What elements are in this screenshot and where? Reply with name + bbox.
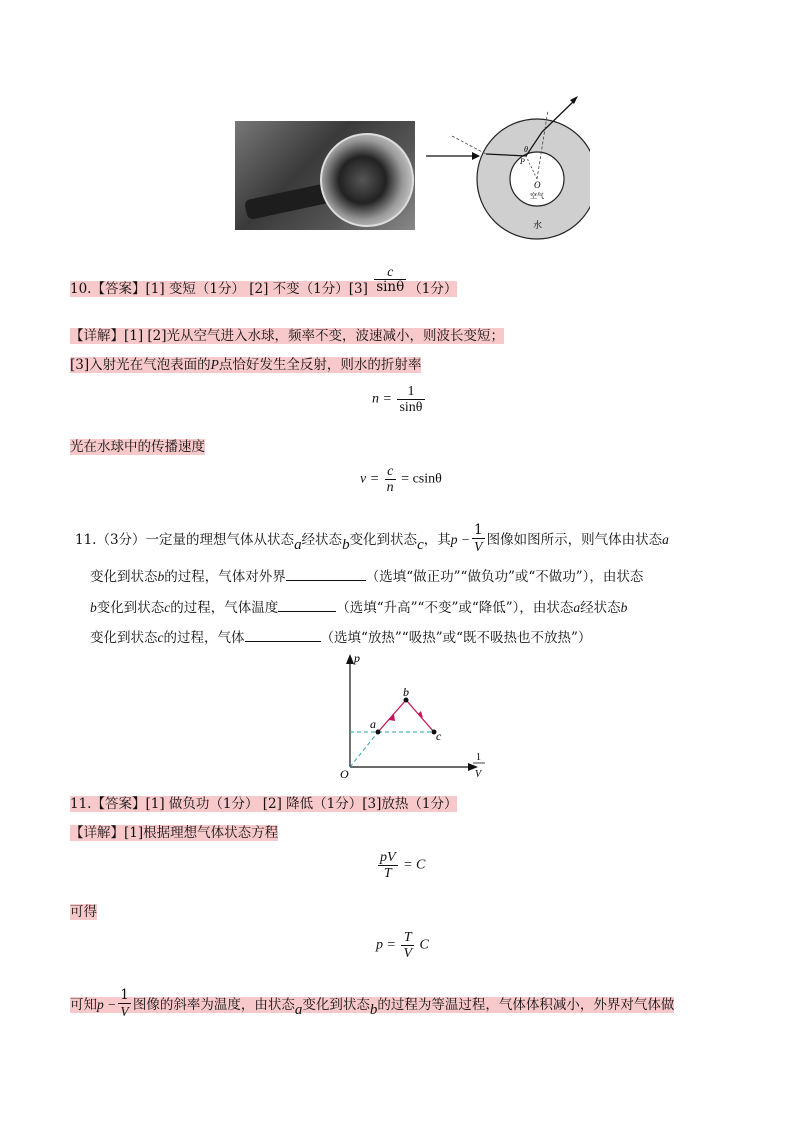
c-label: c xyxy=(436,729,442,743)
formula-v-num: c xyxy=(385,464,396,480)
q11-l2-c: （选填“做正功”“做负功”或“不做功”），由状态 xyxy=(365,569,644,585)
q11-line4 xyxy=(90,627,591,648)
q11-l1-vb: b xyxy=(342,537,350,553)
q11-l1-frac xyxy=(472,523,485,554)
formula-p-den: V xyxy=(403,946,413,961)
q11-l1-vc: c xyxy=(417,537,424,553)
q11-l1-p: p − xyxy=(450,532,470,547)
q11-l1-a: 11.（3分）一定量的理想气体从状态 xyxy=(75,532,295,548)
q11-l3-a: 变化到状态 xyxy=(96,600,165,616)
q11-l1-b: 经状态 xyxy=(301,532,343,548)
q11-l3-va: a xyxy=(573,600,581,615)
q11-l4-b: 的过程，气体 xyxy=(163,630,245,646)
formula-pv-rhs: = C xyxy=(403,857,426,873)
q11-l4-a: 变化到状态 xyxy=(90,630,158,646)
q10-detail-text1: 【详解】[1] [2]光从空气进入水球，频率不变，波速减小，则波长变短； xyxy=(70,328,505,344)
q11-l3-b: 的过程，气体温度 xyxy=(170,600,279,616)
q10-frac-den: sinθ xyxy=(376,279,405,295)
q11-l3-c: （选填“升高”“不变”或“降低”），由状态 xyxy=(336,600,574,616)
q11-l1-d: ，其 xyxy=(423,532,451,548)
formula-v xyxy=(360,464,442,495)
q11-l3-vb: b xyxy=(90,600,97,615)
formula-pv-num: pV xyxy=(380,850,396,865)
q10-detail-line2-pre: [3]入射光在气泡表面的 xyxy=(70,357,211,373)
formula-n-num: 1 xyxy=(397,384,424,400)
q11-d3-d: 的过程为等温过程，气体体积减小，外界对气体做 xyxy=(377,997,675,1013)
formula-pv-den: T xyxy=(383,866,392,881)
q11-line2 xyxy=(90,566,643,587)
q11-d3-fnum: 1 xyxy=(120,987,129,1003)
q10-detail-line2-var: P xyxy=(210,357,219,372)
q11-blank-1[interactable] xyxy=(286,566,366,581)
q10-detail-line2-post: 点恰好发生全反射，则水的折射率 xyxy=(218,357,422,373)
q11-d3-b: 图像的斜率为温度，由状态 xyxy=(132,997,295,1013)
q11-answer-text: 11.【答案】[1] 做负功（1分） [2] 降低（1分）[3]放热（1分） xyxy=(70,796,458,812)
air-label: 空气 xyxy=(530,192,544,200)
photo-sphere xyxy=(320,133,414,227)
q11-l1-va2: a xyxy=(662,532,669,547)
q10-answer-suffix: （1分） xyxy=(408,281,458,297)
water-label: 水 xyxy=(533,221,543,231)
q11-l4-vc: c xyxy=(157,630,164,645)
q11-l1-va: a xyxy=(294,537,302,553)
formula-pv xyxy=(376,850,425,881)
q10-answer-fraction xyxy=(374,264,406,295)
normal-dashed-1 xyxy=(452,136,486,154)
p-label: P xyxy=(520,157,525,166)
q11-detail-text2: 可得 xyxy=(70,904,97,920)
q11-line1 xyxy=(75,522,669,556)
formula-p-num: T xyxy=(401,930,414,946)
q11-d3-vb: b xyxy=(369,1002,378,1018)
a-to-b-line xyxy=(378,700,406,732)
water-sphere-photo xyxy=(235,121,415,230)
formula-n-den: sinθ xyxy=(399,400,423,415)
q11-l4-c: （选填“放热”“吸热”或“既不吸热也不放热”） xyxy=(320,630,592,646)
q11-blank-2[interactable] xyxy=(278,597,336,612)
origin-to-a-dashed xyxy=(350,732,378,767)
q10-detail-text3: 光在水球中的传播速度 xyxy=(70,439,205,455)
q11-l1-c: 变化到状态 xyxy=(349,532,418,548)
formula-v-frac xyxy=(385,464,396,495)
q11-d3-c: 变化到状态 xyxy=(302,997,370,1013)
origin-label: O xyxy=(340,767,349,781)
formula-p xyxy=(376,930,429,961)
formula-v-den: n xyxy=(386,480,394,495)
p-axis-arrow xyxy=(346,654,354,664)
q11-l2-a: 变化到状态 xyxy=(90,569,158,585)
o-label: O xyxy=(534,180,541,190)
q11-d3-fden: V xyxy=(120,1004,129,1019)
point-a xyxy=(376,730,381,735)
q10-detail-line3 xyxy=(70,437,205,457)
formula-v-lhs: v = xyxy=(360,471,380,487)
formula-p-rhs: C xyxy=(419,937,429,953)
q10-detail-line1 xyxy=(70,326,504,346)
q11-d3-a: 可知 xyxy=(70,997,97,1013)
q11-l3-d: 经状态 xyxy=(580,600,621,616)
q11-d3-va: a xyxy=(294,1002,303,1018)
p-inverse-v-graph xyxy=(330,650,490,785)
q10-detail-line2 xyxy=(70,355,421,375)
b-label: b xyxy=(403,685,409,699)
q11-detail-line3 xyxy=(70,987,675,1021)
formula-p-lhs: p = xyxy=(376,937,396,953)
q11-d3-p: p − xyxy=(97,997,117,1012)
q10-answer-prefix: 10.【答案】[1] 变短（1分） [2] 不变（1分）[3] xyxy=(70,281,368,297)
p-axis-label: p xyxy=(354,651,360,665)
b-to-c-line xyxy=(406,700,434,732)
x-label-den: V xyxy=(475,769,482,780)
formula-n xyxy=(372,384,427,415)
q10-frac-num: c xyxy=(374,264,406,280)
q11-detail-text1: 【详解】[1]根据理想气体状态方程 xyxy=(70,825,279,841)
theta-label: θ xyxy=(524,145,528,154)
q11-l3-vc: c xyxy=(164,600,171,615)
q11-blank-3[interactable] xyxy=(245,627,321,642)
q11-detail-line2 xyxy=(70,902,97,922)
q11-line3 xyxy=(90,597,627,618)
formula-p-frac xyxy=(401,930,414,961)
x-label-num: 1 xyxy=(476,752,481,763)
q10-answer-line xyxy=(70,264,458,305)
q11-l2-b: 的过程，气体对外界 xyxy=(164,569,286,585)
q11-l1-e: 图像如图所示，则气体由状态 xyxy=(486,532,663,548)
formula-pv-frac xyxy=(378,850,398,881)
formula-n-lhs: n = xyxy=(372,391,392,407)
optics-diagram xyxy=(420,90,590,240)
q11-l3-vb2: b xyxy=(620,600,628,615)
q11-l1-fden: V xyxy=(474,539,483,554)
formula-n-frac xyxy=(397,384,424,415)
formula-v-rhs: = csinθ xyxy=(401,471,442,487)
a-label: a xyxy=(370,717,376,731)
incident-arrow xyxy=(472,152,480,160)
q11-l2-vb: b xyxy=(157,569,165,584)
q11-answer-line xyxy=(70,794,457,814)
q11-detail-line1 xyxy=(70,823,278,843)
q11-l1-fnum: 1 xyxy=(473,522,483,538)
q11-d3-frac xyxy=(118,988,131,1019)
